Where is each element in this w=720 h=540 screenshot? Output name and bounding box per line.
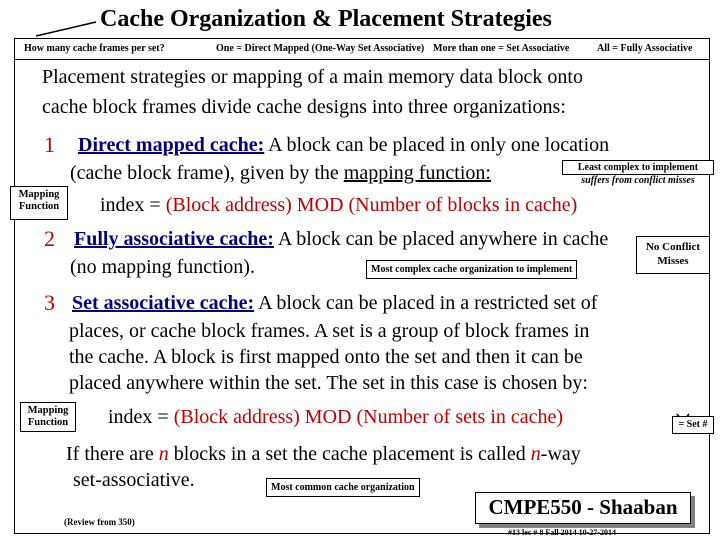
no-conflict-misses-badge: No Conflict Misses bbox=[636, 236, 710, 274]
mapping-function-term: mapping function: bbox=[343, 162, 491, 184]
question-set-associative: More than one = Set Associative bbox=[433, 43, 570, 54]
closing-line-2: set-associative. bbox=[73, 469, 195, 491]
mapping-function-label-2: Mapping Function bbox=[20, 402, 76, 432]
formula-1-expression: (Block address) MOD (Number of blocks in cache) bbox=[165, 194, 578, 216]
closing-n-2: n bbox=[530, 443, 541, 465]
item-1-number: 1 bbox=[44, 132, 55, 157]
item-2-line-2: (no mapping function). bbox=[70, 256, 255, 278]
set-associative-heading: Set associative cache: bbox=[72, 292, 255, 314]
page-title: Cache Organization & Placement Strategies bbox=[100, 6, 552, 32]
intro-line-2: cache block frames divide cache designs into three organizations: bbox=[42, 96, 566, 118]
item-3-line-3: the cache. A block is first mapped onto the set and then it can be bbox=[69, 346, 583, 368]
formula-2-pre: index = bbox=[108, 406, 174, 428]
set-associative-note: Most common cache organization bbox=[266, 478, 420, 497]
item-3-line-1 bbox=[72, 292, 597, 315]
mapping-function-label-1: Mapping Function bbox=[10, 186, 68, 220]
course-badge: CMPE550 - Shaaban bbox=[475, 492, 691, 524]
formula-1-pre: index = bbox=[100, 194, 166, 216]
item-1-line-1-rest: A block can be placed in only one location bbox=[264, 134, 610, 156]
fully-associative-note: Most complex cache organization to implement bbox=[366, 260, 577, 279]
item-2-number: 2 bbox=[44, 226, 55, 251]
fully-associative-heading: Fully associative cache: bbox=[74, 228, 274, 250]
direct-mapped-note-top: Least complex to implement bbox=[562, 160, 714, 175]
closing-line-1 bbox=[66, 443, 581, 466]
set-number-label: = Set # bbox=[672, 416, 714, 434]
review-note: (Review from 350) bbox=[64, 517, 135, 527]
item-2-line-1-rest: A block can be placed anywhere in cache bbox=[273, 228, 609, 250]
closing-pre: If there are bbox=[66, 443, 159, 465]
item-3-line-2: places, or cache block frames. A set is a group of block frames in bbox=[69, 320, 590, 342]
closing-post: -way bbox=[540, 443, 581, 465]
formula-2-expression: (Block address) MOD (Number of sets in cache) bbox=[173, 406, 564, 428]
direct-mapped-heading: Direct mapped cache: bbox=[78, 134, 265, 156]
item-1-line-1 bbox=[78, 134, 609, 157]
title-accent-line-icon bbox=[36, 14, 100, 38]
item-3-line-1-rest: A block can be placed in a restricted set of bbox=[254, 292, 598, 314]
item-1-line-2-pre: (cache block frame), given by the bbox=[70, 162, 344, 184]
question-frames-per-set: How many cache frames per set? bbox=[24, 43, 165, 54]
item-1-line-2 bbox=[70, 162, 491, 185]
item-3-number: 3 bbox=[44, 290, 55, 315]
set-associative-formula bbox=[108, 406, 563, 429]
question-fully-associative: All = Fully Associative bbox=[597, 43, 693, 54]
lecture-meta: #13 lec # 8 Fall 2014 10-27-2014 bbox=[508, 528, 616, 537]
direct-mapped-note-bottom: suffers from conflict misses bbox=[581, 175, 695, 186]
direct-mapped-formula bbox=[100, 194, 577, 217]
closing-n-1: n bbox=[158, 443, 169, 465]
closing-mid: blocks in a set the cache placement is called bbox=[168, 443, 531, 465]
question-direct-mapped: One = Direct Mapped (One-Way Set Associative) bbox=[216, 43, 425, 54]
intro-line-1: Placement strategies or mapping of a main memory data block onto bbox=[42, 66, 583, 88]
item-3-line-4: placed anywhere within the set. The set in this case is chosen by: bbox=[69, 372, 588, 394]
direct-mapped-note-box bbox=[562, 160, 714, 194]
item-2-line-1 bbox=[74, 228, 608, 251]
